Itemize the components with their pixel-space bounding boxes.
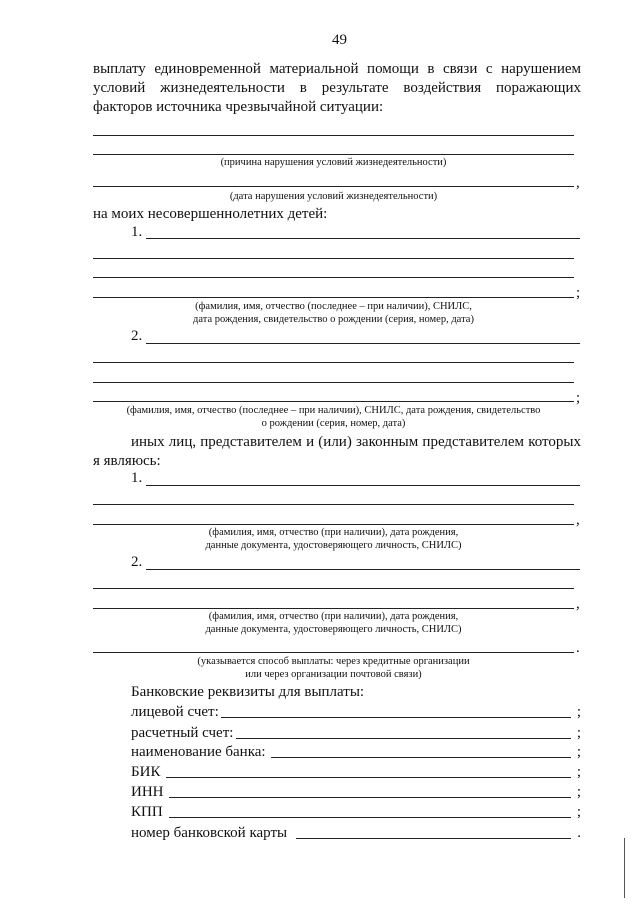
payment-method-line[interactable] xyxy=(93,652,574,653)
settlement-account-semicolon: ; xyxy=(576,725,581,741)
date-caption: (дата нарушения условий жизнедеятельности) xyxy=(229,191,438,202)
other-1-line-1[interactable] xyxy=(146,485,580,486)
payment-caption-line-1: (указывается способ выплаты: через кредитные организации xyxy=(197,656,470,667)
others-paragraph: иных лиц, представителем и (или) законным представителем которых я являюсь: xyxy=(93,434,581,469)
intro-paragraph: выплату единовременной материальной помощи в связи с нарушением условий жизнедеятельности в результате воздействия поражающих факторов источника чрезвычайной ситуации: xyxy=(93,61,581,115)
other-2-line-2[interactable] xyxy=(93,588,574,589)
kpp-label: КПП xyxy=(131,804,163,820)
child-2-caption-line-1: (фамилия, имя, отчество (последнее – при наличии), СНИЛС, дата рождения, свидетельство xyxy=(126,405,541,416)
bank-details-heading: Банковские реквизиты для выплаты: xyxy=(131,684,365,700)
bik-line[interactable] xyxy=(166,777,571,778)
child-2-semicolon: ; xyxy=(576,390,581,406)
card-number-field[interactable] xyxy=(131,824,581,842)
personal-account-label: лицевой счет: xyxy=(131,704,219,720)
children-heading: на моих несовершеннолетних детей: xyxy=(93,206,328,222)
reason-line-1[interactable] xyxy=(93,135,574,136)
child-2-number: 2. xyxy=(131,328,143,344)
inn-label: ИНН xyxy=(131,784,164,800)
other-1-line-3[interactable] xyxy=(93,524,574,525)
child-1-line-1[interactable] xyxy=(146,238,580,239)
child-1-line-3[interactable] xyxy=(93,277,574,278)
child-1-line-4[interactable] xyxy=(93,297,574,298)
bik-field[interactable] xyxy=(131,763,581,781)
bik-label: БИК xyxy=(131,764,161,780)
inn-semicolon: ; xyxy=(576,784,581,800)
child-1-line-2[interactable] xyxy=(93,258,574,259)
reason-caption: (причина нарушения условий жизнедеятельности) xyxy=(220,157,447,168)
child-2-line-2[interactable] xyxy=(93,362,574,363)
bank-name-semicolon: ; xyxy=(576,744,581,760)
other-1-comma: , xyxy=(576,512,580,528)
card-number-line[interactable] xyxy=(296,838,571,839)
bank-name-field[interactable] xyxy=(131,743,581,761)
bik-semicolon: ; xyxy=(576,764,581,780)
child-2-line-4[interactable] xyxy=(93,401,574,402)
child-1-caption-line-1: (фамилия, имя, отчество (последнее – при наличии), СНИЛС, xyxy=(195,301,472,312)
child-2-caption-line-2: о рождении (серия, номер, дата) xyxy=(261,418,406,429)
child-1-semicolon: ; xyxy=(576,285,581,301)
page-number: 49 xyxy=(332,32,347,48)
personal-account-field[interactable] xyxy=(131,703,581,721)
child-1-caption-line-2: дата рождения, свидетельство о рождении (серия, номер, дата) xyxy=(193,314,474,325)
settlement-account-label: расчетный счет: xyxy=(131,725,234,741)
other-2-number: 2. xyxy=(131,554,143,570)
settlement-account-line[interactable] xyxy=(236,738,571,739)
child-2-line-3[interactable] xyxy=(93,382,574,383)
date-line[interactable] xyxy=(93,186,574,187)
kpp-field[interactable] xyxy=(131,803,581,821)
child-2-line-1[interactable] xyxy=(146,343,580,344)
other-2-comma: , xyxy=(576,596,580,612)
card-number-label: номер банковской карты xyxy=(131,825,288,841)
personal-account-line[interactable] xyxy=(221,717,571,718)
payment-caption-line-2: или через организации почтовой связи) xyxy=(245,669,422,680)
payment-method-period: . xyxy=(576,640,580,656)
child-1-number: 1. xyxy=(131,224,143,240)
other-2-caption-line-1: (фамилия, имя, отчество (при наличии), дата рождения, xyxy=(208,611,459,622)
other-1-caption-line-1: (фамилия, имя, отчество (при наличии), дата рождения, xyxy=(208,527,459,538)
bank-name-line[interactable] xyxy=(271,757,571,758)
personal-account-semicolon: ; xyxy=(576,704,581,720)
other-2-line-3[interactable] xyxy=(93,608,574,609)
bank-name-label: наименование банка: xyxy=(131,744,266,760)
other-1-number: 1. xyxy=(131,470,143,486)
kpp-line[interactable] xyxy=(169,817,571,818)
inn-field[interactable] xyxy=(131,783,581,801)
scan-edge-mark xyxy=(624,838,625,898)
other-2-line-1[interactable] xyxy=(146,569,580,570)
other-1-caption-line-2: данные документа, удостоверяющего личность, СНИЛС) xyxy=(205,540,462,551)
reason-line-2[interactable] xyxy=(93,154,574,155)
settlement-account-field[interactable] xyxy=(131,724,581,742)
card-number-period: . xyxy=(577,825,581,841)
kpp-semicolon: ; xyxy=(576,804,581,820)
other-2-caption-line-2: данные документа, удостоверяющего личность, СНИЛС) xyxy=(205,624,462,635)
other-1-line-2[interactable] xyxy=(93,504,574,505)
inn-line[interactable] xyxy=(169,797,571,798)
date-line-comma: , xyxy=(576,175,580,191)
